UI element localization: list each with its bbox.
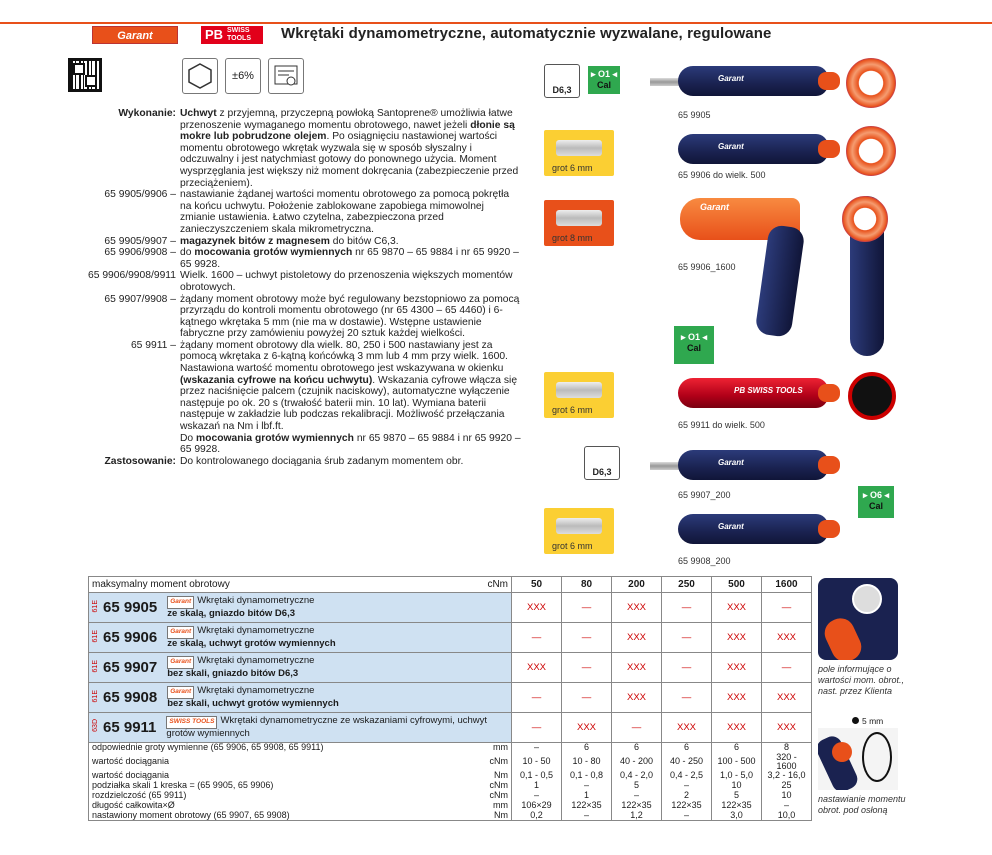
description-text: Uchwyt z przyjemną, przyczepną powłoką Santoprene® umożliwia łatwe przenoszenie wymaganego momentu obrotowego, nawet jeżeli dłonie są mokre lub pobrudzone olejem. Po osiągnięciu nastawionej wartości momentu obrotowego wkrętak wyzwala się w sposób słyszalny i odczuwalny i jest natychmiast gotowy do ponownego użycia. Moment wysprzęglania jest większy niż moment dokręcania (zabezpieczenie przed przeciążeniem). — [180, 108, 519, 189]
image-label: 65 9907_200 — [678, 490, 731, 500]
hexagon-icon — [182, 58, 218, 94]
spec-value: 100 - 500 — [712, 753, 762, 771]
product-group: 61E — [92, 629, 99, 642]
availability-cell: — — [562, 593, 612, 623]
availability-cell: XXX — [712, 623, 762, 653]
product-row — [89, 593, 812, 623]
digital-display-end — [848, 372, 896, 420]
product-group: 63D — [92, 719, 99, 732]
availability-cell: — — [562, 683, 612, 713]
spec-value: 3,0 — [712, 811, 762, 821]
bit-image — [544, 508, 614, 554]
brand-logo: Garant — [167, 686, 194, 699]
header-unit: cNm — [487, 579, 508, 590]
spec-value: 2 — [662, 791, 712, 801]
handle-end-view — [846, 126, 896, 176]
spec-value: 122×35 — [712, 801, 762, 811]
handle-logo: PB SWISS TOOLS — [734, 386, 803, 395]
description-label: 65 9906/9908/9911 — [88, 270, 176, 282]
badge-bottom: Cal — [868, 501, 883, 511]
availability-cell: XXX — [712, 713, 762, 743]
spec-value: – — [562, 781, 612, 791]
spec-value: 10 - 50 — [512, 753, 562, 771]
spec-value: – — [512, 791, 562, 801]
availability-cell: — — [512, 623, 562, 653]
product-row — [89, 623, 812, 653]
handle-logo: Garant — [718, 142, 744, 151]
description-label: Zastosowanie: — [104, 455, 176, 467]
description-row — [62, 433, 522, 456]
product-group: 61E — [92, 689, 99, 702]
spec-value: 5 — [712, 791, 762, 801]
availability-cell: — — [762, 593, 812, 623]
hex-label: D6,3 — [592, 467, 612, 477]
spec-value: 0,2 — [512, 811, 562, 821]
spec-value: 6 — [562, 743, 612, 753]
spec-label: długość całkowita×Ø mm — [89, 801, 512, 811]
bit-image — [544, 372, 614, 418]
availability-cell: — — [512, 713, 562, 743]
availability-cell: — — [762, 653, 812, 683]
description-label: 65 9911 – — [130, 339, 176, 351]
spec-label: rozdzielczość (65 9911) cNm — [89, 791, 512, 801]
description-text: żądany moment obrotowy dla wielk. 80, 250 i 500 nastawiany jest za pomocą wkrętaka z 6-kątną końcówką 3 mm lub 4 mm przy wielk. 1600. Nastawiona wartość momentu obrotowego jest wskazywana w okienku (wskazania cyfrowe na końcu uchwytu). Wskazania cyfrowe włącza się przez naciśnięcie palcem (czujnik naciskowy), automatyczne wyłączenie następuje po ok. 20 s (trwałość baterii min. 10 lat). Wymiana baterii następuje w zakładzie lub podczas rekalibracji. Możliwość przełączania wskazań na Nm i lbf.ft. — [180, 339, 518, 433]
description-text: żądany moment obrotowy może być regulowany bezstopniowo za pomocą przyrządu do kontroli momentu obrotowego (nr 65 4300 – 65 4460) i 6-kątnego wkrętaka 5 mm (nie ma w dostawie). Wstępne ustawienie fabryczne przy zamówieniu powyżej 20 sztuk każdej wielkości. — [180, 293, 520, 340]
description-block — [62, 108, 522, 467]
image-label: 65 9911 do wielk. 500 — [678, 420, 765, 430]
badge-top: ▸ O1 ◂ — [680, 332, 708, 342]
description-text: Do kontrolowanego dociągania śrub zadanym momentem obr. — [180, 455, 464, 467]
spec-value: – — [512, 743, 562, 753]
bit-caption: grot 6 mm — [552, 405, 593, 415]
brand-logo: Garant — [167, 596, 194, 609]
pistol-grip — [755, 224, 806, 338]
screwdriver-handle — [678, 514, 828, 544]
description-label: 65 9905/9906 – — [104, 189, 176, 201]
spec-row — [89, 743, 812, 753]
certificate-icon — [268, 58, 304, 94]
spec-value: 1 — [562, 791, 612, 801]
note-adjustment: nastawianie momentu obrot. pod osłoną — [818, 794, 906, 815]
availability-cell: XXX — [512, 653, 562, 683]
spec-value: 122×35 — [612, 801, 662, 811]
spec-label: odpowiednie groty wymienne (65 9906, 65 9908, 65 9911) mm — [89, 743, 512, 753]
description-row — [62, 236, 522, 248]
product-cell — [89, 653, 512, 683]
spec-value: 106×29 — [512, 801, 562, 811]
spec-row — [89, 791, 812, 801]
spec-value: 1,2 — [612, 811, 662, 821]
product-code: 61E 65 9908 — [92, 689, 158, 706]
image-label: 65 9905 — [678, 110, 711, 120]
spec-value: 8 — [762, 743, 812, 753]
product-group: 61E — [92, 599, 99, 612]
calibration-badge — [858, 486, 894, 518]
spec-value: 0,4 - 2,5 — [662, 771, 712, 781]
description-label: 65 9905/9907 – — [104, 235, 176, 247]
spec-row — [89, 781, 812, 791]
product-code: 61E 65 9905 — [92, 599, 158, 616]
bit-caption: grot 6 mm — [552, 163, 593, 173]
description-text: Do mocowania grotów wymiennych nr 65 9870 – 65 9884 i nr 65 9920 – 65 9928. — [180, 432, 521, 456]
description-text: magazynek bitów z magnesem do bitów C6,3. — [180, 235, 399, 247]
screwdriver-handle — [678, 450, 828, 480]
availability-cell: XXX — [612, 593, 662, 623]
size-header: 250 — [662, 577, 712, 593]
calibration-badge — [674, 326, 714, 364]
product-name: Garant Wkrętaki dynamometryczne ze skalą, gniazdo bitów D6,3 — [167, 595, 315, 619]
badge-bottom: Cal — [596, 80, 611, 90]
availability-cell: XXX — [712, 653, 762, 683]
bit-caption: grot 8 mm — [552, 233, 593, 243]
qr-code-icon — [68, 58, 102, 92]
image-label: 65 9906 do wielk. 500 — [678, 170, 766, 180]
spec-value: 6 — [612, 743, 662, 753]
availability-cell: — — [562, 653, 612, 683]
availability-cell: XXX — [762, 623, 812, 653]
size-header: 200 — [612, 577, 662, 593]
spec-value: 122×35 — [662, 801, 712, 811]
description-row — [62, 270, 522, 293]
availability-cell: XXX — [762, 713, 812, 743]
pb-swiss-tools-logo — [201, 26, 263, 44]
spec-row — [89, 771, 812, 781]
availability-cell: — — [662, 623, 712, 653]
description-text: do mocowania grotów wymiennych nr 65 9870 – 65 9884 i nr 65 9920 – 65 9928. — [180, 247, 519, 270]
spec-value: 1,0 - 5,0 — [712, 771, 762, 781]
spec-value: – — [562, 811, 612, 821]
availability-cell: XXX — [662, 713, 712, 743]
spec-value: – — [662, 781, 712, 791]
image-label: 65 9908_200 — [678, 556, 731, 566]
product-cell — [89, 713, 512, 743]
spec-row — [89, 753, 812, 771]
bit-image — [544, 130, 614, 176]
image-label: 65 9906_1600 — [678, 262, 736, 272]
handle-logo: Garant — [718, 522, 744, 531]
spec-value: 0,1 - 0,8 — [562, 771, 612, 781]
availability-cell: XXX — [712, 683, 762, 713]
spec-value: 6 — [712, 743, 762, 753]
spec-label: wartość dociągania cNm — [89, 753, 512, 771]
spec-row — [89, 811, 812, 821]
description-text: nastawianie żądanej wartości momentu obrotowego za pomocą pokrętła na końcu uchwytu. Położenie zablokowane zapobiega mimowolnej zmianie ustawienia. Łatwo czytelna, zabezpieczona przed zanieczyszczeniem skala mikrometryczna. — [180, 189, 510, 235]
spec-value: 0,1 - 0,5 — [512, 771, 562, 781]
badge-bottom: Cal — [686, 343, 701, 353]
note-value-field: pole informujące o wartości mom. obrot., nast. przez Klienta — [818, 664, 905, 696]
badge-top: ▸ O1 ◂ — [590, 69, 618, 79]
product-name: Garant Wkrętaki dynamometryczne bez skali, uchwyt grotów wymiennych — [167, 685, 339, 709]
hex-label: D6,3 — [552, 85, 572, 95]
header-label — [89, 577, 512, 593]
availability-cell: XXX — [612, 683, 662, 713]
availability-cell: — — [612, 713, 662, 743]
size-header: 500 — [712, 577, 762, 593]
description-text: Wielk. 1600 – uchwyt pistoletowy do przenoszenia większych momentów obrotowych. — [180, 270, 513, 293]
spec-value: 40 - 200 — [612, 753, 662, 771]
spec-value: 122×35 — [562, 801, 612, 811]
description-label — [62, 433, 180, 456]
availability-cell: — — [512, 683, 562, 713]
product-name: Garant Wkrętaki dynamometryczne ze skalą, uchwyt grotów wymiennych — [167, 625, 336, 649]
brand-logo: SWISS TOOLS — [166, 716, 217, 729]
handle-end-view — [846, 58, 896, 108]
swiss-tools-handle — [678, 378, 828, 408]
product-code: 61E 65 9907 — [92, 659, 158, 676]
product-row — [89, 683, 812, 713]
brand-logo: Garant — [167, 656, 194, 669]
page-title: Wkrętaki dynamometryczne, automatycznie wyzwalane, regulowane — [281, 25, 772, 42]
tolerance-icon: ±6% — [225, 58, 261, 94]
spec-value: 6 — [662, 743, 712, 753]
header-rule — [0, 22, 992, 24]
bit-image — [544, 200, 614, 246]
spec-value: 10 - 80 — [562, 753, 612, 771]
handle-end-view — [842, 196, 888, 242]
product-cell — [89, 623, 512, 653]
description-row — [62, 108, 522, 189]
availability-cell: XXX — [762, 683, 812, 713]
bit-caption: grot 6 mm — [552, 541, 593, 551]
availability-cell: XXX — [512, 593, 562, 623]
product-code: 63D 65 9911 — [92, 719, 157, 736]
product-name: SWISS TOOLS Wkrętaki dynamometryczne ze wskazaniami cyfrowymi, uchwyt grotów wymiennych — [166, 715, 488, 739]
header-label-text: maksymalny moment obrotowy — [92, 579, 230, 590]
size-header: 80 — [562, 577, 612, 593]
product-cell — [89, 683, 512, 713]
product-row — [89, 713, 812, 743]
spec-value: – — [762, 801, 812, 811]
size-header: 1600 — [762, 577, 812, 593]
spec-value: 40 - 250 — [662, 753, 712, 771]
availability-cell: — — [662, 653, 712, 683]
spec-value: 320 - 1600 — [762, 753, 812, 771]
screwdriver-handle — [678, 66, 828, 96]
garant-logo: Garant — [92, 26, 178, 44]
description-row — [62, 456, 522, 468]
size-header: 50 — [512, 577, 562, 593]
spec-value: 3,2 - 16,0 — [762, 771, 812, 781]
description-label: 65 9907/9908 – — [104, 293, 176, 305]
hex-key-size-label: 5 mm — [852, 716, 883, 726]
adjustment-image — [818, 728, 898, 790]
availability-cell: XXX — [612, 623, 662, 653]
description-row — [62, 340, 522, 433]
pb-logo-main: PB — [205, 27, 224, 42]
spec-label: podziałka skali 1 kreska = (65 9905, 65 9906) cNm — [89, 781, 512, 791]
spec-value: 10,0 — [762, 811, 812, 821]
shaft — [650, 78, 680, 86]
product-code: 61E 65 9906 — [92, 629, 158, 646]
availability-cell: — — [662, 683, 712, 713]
badge-top: ▸ O6 ◂ — [862, 490, 890, 500]
availability-cell: — — [662, 593, 712, 623]
description-label: Wykonanie: — [118, 108, 176, 119]
bit-socket-icon — [544, 64, 580, 98]
product-cell — [89, 593, 512, 623]
spec-value: 10 — [762, 791, 812, 801]
availability-cell: XXX — [562, 713, 612, 743]
product-images — [540, 50, 900, 570]
description-row — [62, 247, 522, 270]
availability-cell: XXX — [612, 653, 662, 683]
spec-value: – — [612, 791, 662, 801]
pistol-logo: Garant — [700, 202, 730, 212]
product-name: Garant Wkrętaki dynamometryczne bez skali, gniazdo bitów D6,3 — [167, 655, 315, 679]
description-label: 65 9906/9908 – — [104, 247, 176, 259]
spec-value: 10 — [712, 781, 762, 791]
description-row — [62, 189, 522, 235]
availability-cell: — — [562, 623, 612, 653]
table-header-row — [89, 577, 812, 593]
specification-table — [88, 576, 812, 821]
spec-value: 0,4 - 2,0 — [612, 771, 662, 781]
handle-logo: Garant — [718, 458, 744, 467]
spec-value: 5 — [612, 781, 662, 791]
product-row — [89, 653, 812, 683]
handle-logo: Garant — [718, 74, 744, 83]
spec-value: 1 — [512, 781, 562, 791]
bit-socket-icon — [584, 446, 620, 480]
availability-cell: XXX — [712, 593, 762, 623]
screwdriver-handle — [678, 134, 828, 164]
calibration-badge — [588, 66, 620, 94]
shaft — [650, 462, 680, 470]
description-row — [62, 294, 522, 340]
pb-logo-sub: SWISS TOOLS — [227, 27, 251, 42]
brand-logo: Garant — [167, 626, 194, 639]
spec-value: 25 — [762, 781, 812, 791]
value-field-image — [818, 578, 898, 660]
spec-label: nastawiony moment obrotowy (65 9907, 65 9908) Nm — [89, 811, 512, 821]
spec-label: wartość dociągania Nm — [89, 771, 512, 781]
spec-value: – — [662, 811, 712, 821]
product-group: 61E — [92, 659, 99, 672]
